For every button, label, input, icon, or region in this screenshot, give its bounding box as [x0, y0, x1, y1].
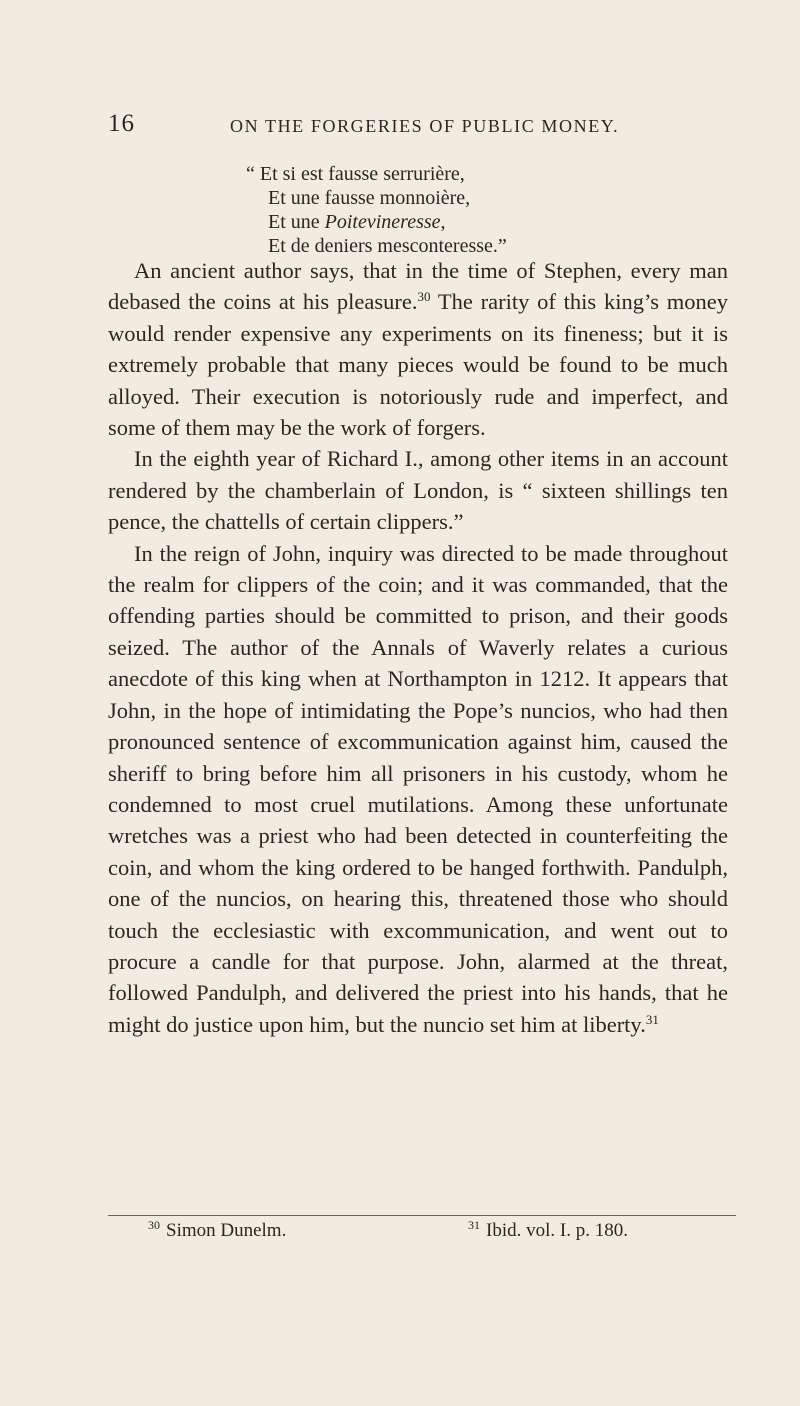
footnote-mark: 31: [468, 1218, 480, 1232]
verse-line-4: Et de deniers mesconteresse.”: [268, 235, 507, 257]
footnote-text: Simon Dunelm.: [166, 1220, 287, 1241]
footnote-text: Ibid. vol. I. p. 180.: [486, 1220, 628, 1241]
body-text: [108, 255, 728, 1040]
footnote-ref-30: 30: [417, 289, 431, 305]
footnote-mark: 30: [148, 1218, 160, 1232]
paragraph-1-rest: The rarity of this king’s money would render expensive any experiments on its fineness; but it is extremely probable that many pieces would be found to be much alloyed. Their execution is notoriously rude and imperfect, and some of them may be the work of forgers.: [108, 289, 729, 441]
verse-line-1: “ Et si est fausse serrurière,: [246, 163, 465, 185]
footnote-ref-31: 31: [645, 1011, 659, 1027]
paragraph-2: In the eighth year of Richard I., among other items in an account rendered by the chamberlain of London, is “ sixteen shillings ten pence, the chattells of certain clippers.”: [108, 446, 728, 535]
verse-line-3: [268, 210, 507, 234]
verse-line-3-start: Et une: [268, 211, 325, 233]
paragraph-3-text: In the reign of John, inquiry was directed to be made throughout the realm for clippers of the coin; and it was commanded, that the offending parties should be committed to prison, and their goods seized. The author of the Annals of Waverly relates a curious anecdote of this king when at Northampton in 1212. It appears that John, in the hope of intimidating the Pope’s nuncios, who had then pronounced sentence of excommunication against him, caused the sheriff to bring before him all prisoners in his custody, whom he condemned to most cruel mutilations. Among these unfortunate wretches was a priest who had been detected in counterfeiting the coin, and whom the king ordered to be hanged forthwith. Pandulph, one of the nuncios, on hearing this, threatened those who should touch the ecclesiastic with excommunication, and went out to procure a candle for that purpose. John, alarmed at the threat, followed Pandulph, and delivered the priest into his hands, that he might do justice upon him, but the nuncio set him at liberty.: [108, 540, 728, 1037]
paragraph-3: [108, 538, 728, 1041]
verse-line-2: Et une fausse monnoière,: [268, 187, 471, 209]
footnote-30: [148, 1218, 286, 1244]
running-head: [108, 110, 728, 150]
verse-line-3-end: ,: [440, 211, 446, 233]
running-title: ON THE FORGERIES OF PUBLIC MONEY.: [230, 116, 620, 136]
page-number: 16: [108, 110, 135, 137]
verse-italic-word: Poitevineresse: [324, 211, 441, 233]
footnote-divider: [108, 1215, 736, 1216]
verse-quotation: [246, 162, 507, 258]
paragraph-1: [108, 255, 728, 443]
footnote-31: [468, 1218, 628, 1244]
paragraph-1-text: An ancient author says, that in the time of Stephen, every man debased the coins at his pleasure.: [108, 258, 728, 315]
